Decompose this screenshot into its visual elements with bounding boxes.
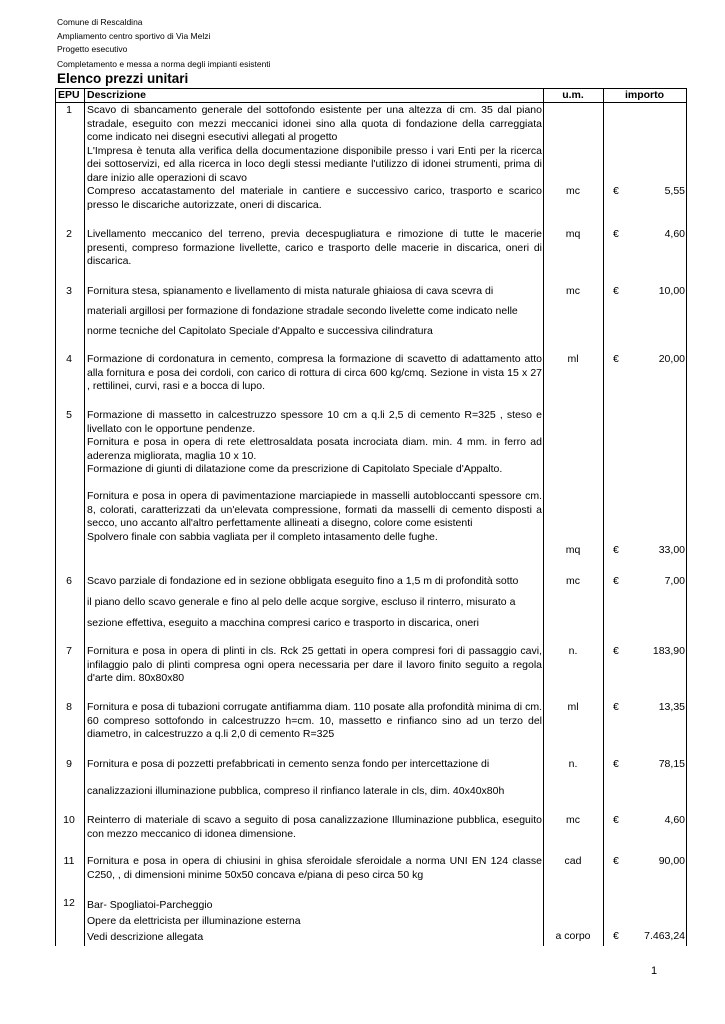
item-amount: 20,00	[658, 353, 685, 365]
item-number: 3	[66, 285, 72, 297]
item-number: 10	[63, 814, 75, 826]
currency-symbol: €	[613, 544, 619, 556]
item-number: 6	[66, 575, 72, 587]
item-number: 11	[63, 855, 75, 867]
item-amount: 5,55	[664, 185, 685, 197]
description-paragraph: Compreso accatastamento del materiale in cantiere e successivo carico, trasporto e scarico presso le discariche autorizzate, oneri di discarica.	[87, 185, 542, 211]
column-header-epu: EPU	[58, 89, 80, 101]
description-paragraph: sezione effettiva, eseguito a macchina compresi carico e trasporto in discarica, oneri	[87, 617, 480, 629]
item-unit: mq	[565, 228, 581, 240]
item-description	[87, 897, 542, 945]
description-paragraph: Opere da elettricista per illuminazione esterna	[87, 915, 301, 927]
item-unit: mc	[566, 814, 580, 826]
currency-symbol: €	[613, 575, 619, 587]
item-unit: mc	[566, 575, 580, 587]
item-unit: mc	[566, 185, 580, 197]
column-divider	[603, 88, 604, 946]
description-paragraph: Livellamento meccanico del terreno, previa decespugliatura e rimozione di tutte le macerie presenti, compreso formazione livellette, carico e trasporto delle macerie in discarica, oneri di discarica.	[87, 228, 542, 267]
currency-symbol: €	[613, 758, 619, 770]
item-unit: n.	[568, 758, 578, 770]
item-number: 12	[63, 897, 75, 909]
item-amount: 7.463,24	[644, 930, 685, 942]
description-paragraph: Reinterro di materiale di scavo a seguito di posa canalizzazione Illuminazione pubblica, eseguito con mezzo meccanico di idonea dimensione.	[87, 814, 542, 840]
table-header-border	[55, 102, 687, 103]
item-description	[87, 409, 542, 544]
page-number: 1	[651, 965, 658, 977]
currency-symbol: €	[613, 285, 619, 297]
description-paragraph: Fornitura e posa in opera di rete elettrosaldata posata incrociata diam. min. 4 mm. in ferro ad aderenza migliorata, maglia 10 x 10.	[87, 436, 542, 462]
description-paragraph: Fornitura e posa di pozzetti prefabbricati in cemento senza fondo per intercettazione di	[87, 758, 490, 770]
item-description	[87, 814, 542, 841]
item-description	[87, 285, 542, 339]
item-unit: mq	[565, 544, 581, 556]
description-paragraph: Formazione di cordonatura in cemento, compresa la formazione di scavetto di adattamento atto alla fornitura e posa dei cordoli, con carico di rottura di circa 600 kg/cmq. Sezione in vista 15 x 27 , rettilinei, curvi, rasi e a bocca di lupo.	[87, 353, 542, 392]
item-number: 4	[66, 353, 72, 365]
item-unit: cad	[564, 855, 582, 867]
description-paragraph: Fornitura e posa in opera di plinti in cls. Rck 25 gettati in opera compresi fori di passaggio cavi, infilaggio palo di plinti compresa ogni opera necessaria per dare il lavoro finito seguito a regola d'arte dim. 80x80x80	[87, 645, 542, 684]
currency-symbol: €	[613, 814, 619, 826]
item-description	[87, 758, 542, 799]
item-description	[87, 575, 542, 631]
column-header-unit: u.m.	[562, 89, 584, 101]
item-description	[87, 104, 542, 212]
item-number: 2	[66, 228, 72, 240]
description-paragraph: Bar- Spogliatoi-Parcheggio	[87, 899, 213, 911]
description-paragraph: Scavo parziale di fondazione ed in sezione obbligata eseguito fino a 1,5 m di profondità sotto	[87, 575, 519, 587]
description-paragraph: Fornitura e posa in opera di chiusini in ghisa sferoidale sferoidale a norma UNI EN 124 classe C250, , di dimensioni minime 50x50 concava e/piana di peso circa 50 kg	[87, 855, 542, 881]
item-number: 8	[66, 701, 72, 713]
column-divider	[686, 88, 687, 946]
item-description	[87, 855, 542, 882]
description-paragraph: Fornitura e posa di tubazioni corrugate antifiamma diam. 110 posate alla profondità minima di cm. 60 compreso sottofondo in calcestruzzo h=cm. 10, massetto e rinfianco sino ad un terzo del diametro, in calcestruzzo a q.li 2,0 di cemento R=325	[87, 701, 542, 740]
header-project-phase: Progetto esecutivo	[57, 44, 128, 54]
item-number: 7	[66, 645, 72, 657]
description-paragraph: il piano dello scavo generale e fino al pelo delle acque sorgive, escluso il rinterro, misurato a	[87, 596, 516, 608]
description-paragraph: materiali argillosi per formazione di fondazione stradale secondo livelette come indicato nelle	[87, 305, 518, 317]
item-description	[87, 353, 542, 394]
header-project-name: Ampliamento centro sportivo di Via Melzi	[57, 31, 211, 41]
description-paragraph: norme tecniche del Capitolato Speciale d'Appalto e successiva cilindratura	[87, 325, 433, 337]
item-amount: 78,15	[658, 758, 685, 770]
item-description	[87, 645, 542, 686]
column-divider	[84, 88, 85, 946]
currency-symbol: €	[613, 228, 619, 240]
item-amount: 33,00	[658, 544, 685, 556]
description-paragraph: Fornitura stesa, spianamento e livellamento di mista naturale ghiaiosa di cava scevra di	[87, 285, 494, 297]
item-description	[87, 228, 542, 269]
currency-symbol: €	[613, 701, 619, 713]
item-amount: 10,00	[658, 285, 685, 297]
page-title: Elenco prezzi unitari	[57, 71, 189, 86]
item-amount: 7,00	[664, 575, 685, 587]
item-unit: n.	[568, 645, 578, 657]
item-amount: 90,00	[658, 855, 685, 867]
header-project-scope: Completamento e messa a norma degli impianti esistenti	[57, 59, 271, 69]
description-paragraph: L'Impresa è tenuta alla verifica della documentazione disponibile presso i vari Enti per la ricerca dei sottoservizi, ed alla ricerca in loco degli stessi mediante l'utilizzo di idonei strumenti, prima di dare inizio alle operazioni di scavo	[87, 144, 542, 184]
column-header-description: Descrizione	[87, 89, 146, 101]
item-unit: ml	[567, 353, 579, 365]
item-number: 9	[66, 758, 72, 770]
currency-symbol: €	[613, 930, 619, 942]
currency-symbol: €	[613, 855, 619, 867]
currency-symbol: €	[613, 645, 619, 657]
description-paragraph: Formazione di giunti di dilatazione come da prescrizione di Capitolato Speciale d'Appalto.	[87, 463, 503, 475]
item-amount: 13,35	[658, 701, 685, 713]
currency-symbol: €	[613, 185, 619, 197]
item-unit: ml	[567, 701, 579, 713]
item-number: 5	[66, 409, 72, 421]
description-paragraph: Formazione di massetto in calcestruzzo spessore 10 cm a q.li 2,5 di cemento R=325 , steso e livellato con le opportune pendenze.	[87, 409, 542, 435]
description-paragraph: Scavo di sbancamento generale del sottofondo esistente per una altezza di cm. 35 dal piano stradale, eseguito con mezzi meccanici idonei sino alla quota di fondazione della carreggiata come indicato nei disegni esecutivi allegati al progetto	[87, 104, 542, 143]
description-paragraph: canalizzazioni illuminazione pubblica, compreso il rinfianco laterale in cls, dim. 40x40x80h	[87, 785, 505, 797]
description-paragraph: Vedi descrizione allegata	[87, 931, 204, 943]
item-amount: 183,90	[652, 645, 685, 657]
item-unit: a corpo	[555, 930, 591, 942]
item-amount: 4,60	[664, 228, 685, 240]
item-number: 1	[66, 104, 72, 116]
description-paragraph: Spolvero finale con sabbia vagliata per il completo intasamento delle fughe.	[87, 530, 438, 543]
item-unit: mc	[566, 285, 580, 297]
header-municipality: Comune di Rescaldina	[57, 17, 143, 27]
currency-symbol: €	[613, 353, 619, 365]
item-description	[87, 701, 542, 742]
column-header-amount: importo	[624, 89, 665, 101]
item-amount: 4,60	[664, 814, 685, 826]
description-paragraph: Fornitura e posa in opera di pavimentazione marciapiede in masselli autobloccanti spessore cm. 8, colorati, caratterizzati da un'elevata compressione, formati da masselli di cemento disposti a secco, uno accanto all'altro perfettamente allineati a disegno, colore come esistenti	[87, 490, 542, 529]
